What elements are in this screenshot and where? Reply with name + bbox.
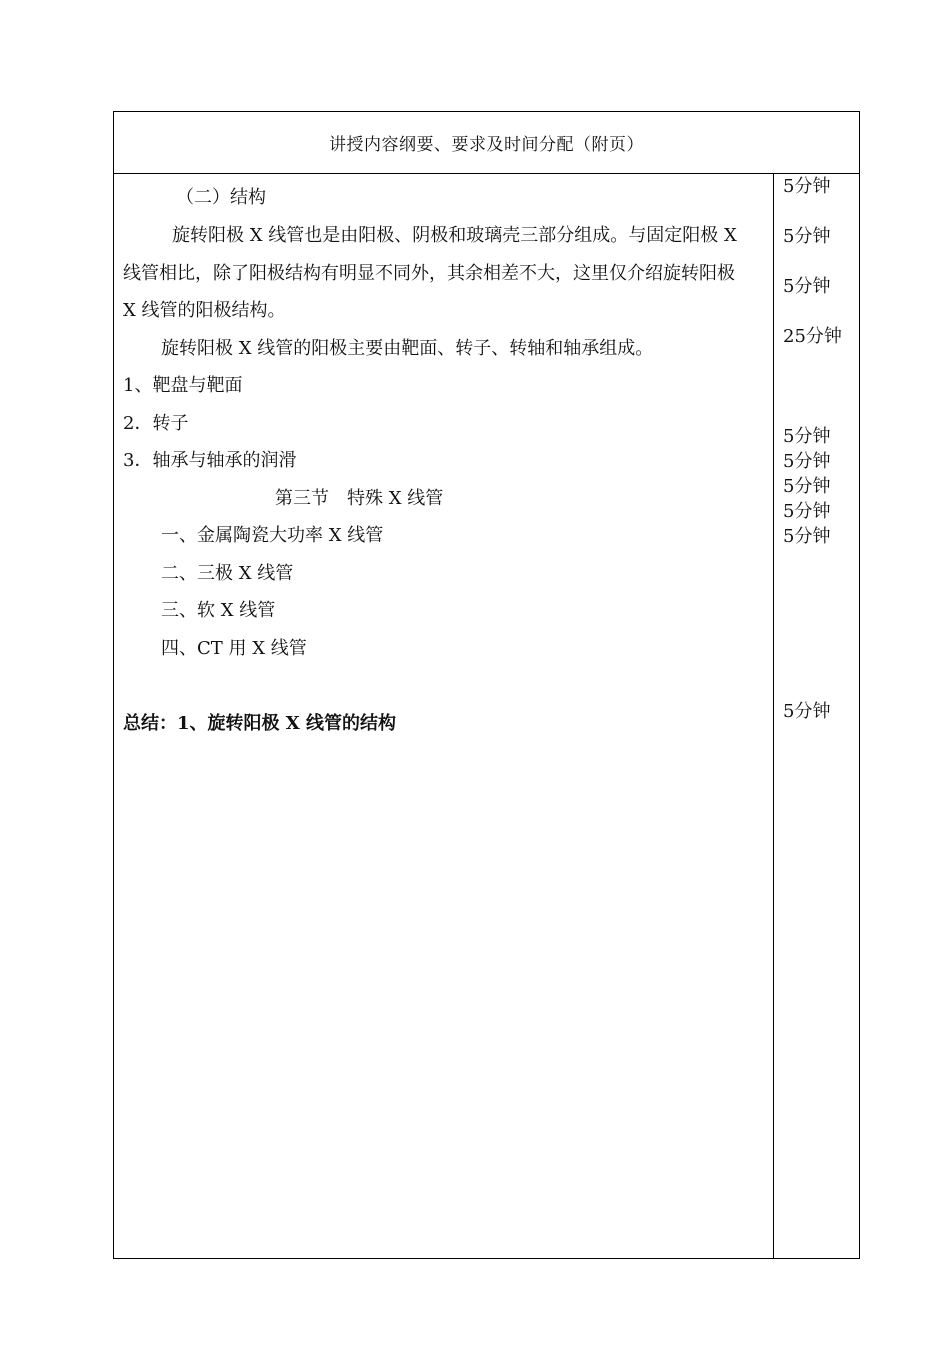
paragraph1-line1: 旋转阳极 X 线管也是由阳极、阴极和玻璃壳三部分组成。与固定阳极 X (172, 225, 737, 246)
time-allocation-column (774, 174, 860, 1259)
content-column (114, 174, 774, 1259)
section3-title: 第三节 特殊 X 线管 (275, 488, 444, 509)
time-entry: 5分钟 (783, 476, 831, 497)
subsection-ct-tube: 四、CT 用 X 线管 (161, 638, 307, 659)
list-item-rotor: 2．转子 (123, 413, 189, 434)
table-header-title: 讲授内容纲要、要求及时间分配（附页） (329, 135, 644, 155)
paragraph2: 旋转阳极 X 线管的阳极主要由靶面、转子、转轴和轴承组成。 (161, 338, 654, 359)
paragraph1-line2: 线管相比，除了阳极结构有明显不同外，其余相差不大，这里仅介绍旋转阳极 (123, 263, 735, 284)
time-entry: 5分钟 (783, 501, 831, 522)
time-entry: 5分钟 (783, 451, 831, 472)
section-heading-structure: （二）结构 (176, 187, 266, 208)
time-entry: 5分钟 (783, 176, 831, 197)
time-entry: 5分钟 (783, 526, 831, 547)
paragraph1-line3: X 线管的阳极结构。 (123, 300, 286, 321)
time-entry: 5分钟 (783, 276, 831, 297)
time-entry: 5分钟 (783, 426, 831, 447)
subsection-soft-xray: 三、软 X 线管 (161, 600, 276, 621)
time-entry: 5分钟 (783, 701, 831, 722)
list-item-target-disk: 1、靶盘与靶面 (123, 375, 243, 396)
subsection-metal-ceramic: 一、金属陶瓷大功率 X 线管 (161, 525, 384, 546)
table-header-row (114, 112, 859, 174)
subsection-triode: 二、三极 X 线管 (161, 563, 294, 584)
list-item-bearing: 3．轴承与轴承的润滑 (123, 450, 297, 471)
lecture-outline-table (113, 111, 860, 1259)
summary-line: 总结：1、旋转阳极 X 线管的结构 (123, 713, 397, 734)
time-entry: 25分钟 (783, 326, 842, 347)
time-entry: 5分钟 (783, 226, 831, 247)
